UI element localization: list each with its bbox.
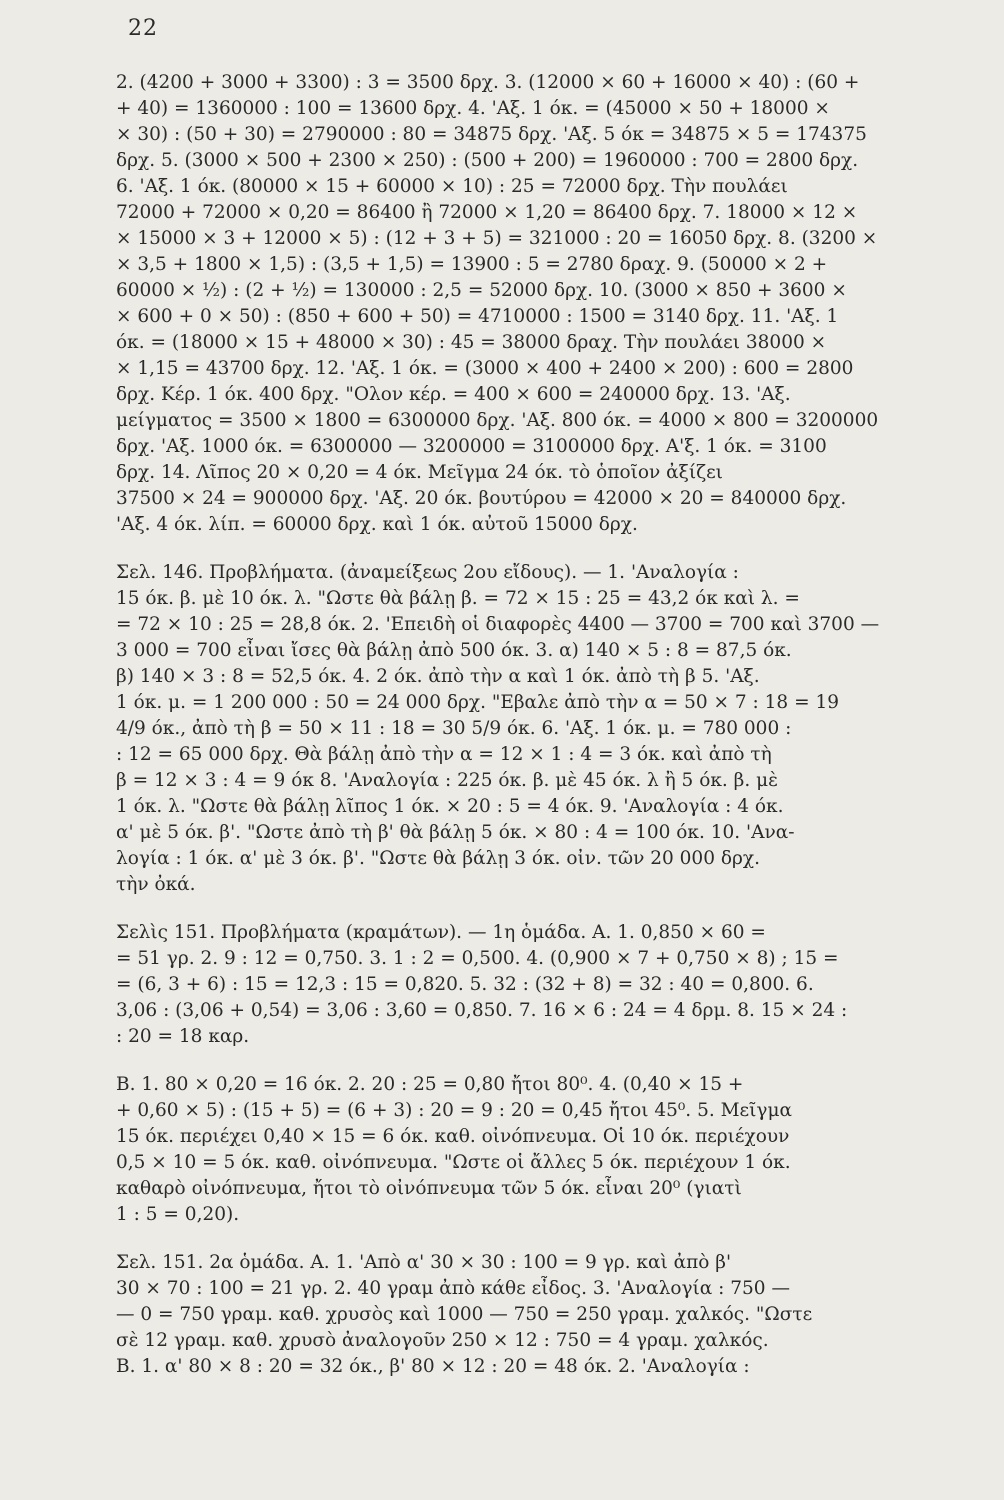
text-line: × 30) : (50 + 30) = 2790000 : 80 = 34875 δρχ. 'Αξ. 5 όκ = 34875 × 5 = 174375 (116, 124, 867, 145)
text-line: 15 όκ. περιέχει 0,40 × 15 = 6 όκ. καθ. οἰνόπνευμα. Οἱ 10 όκ. περιέχουν (116, 1126, 790, 1147)
text-line: : 20 = 18 καρ. (116, 1026, 250, 1047)
text-line: = 51 γρ. 2. 9 : 12 = 0,750. 3. 1 : 2 = 0,500. 4. (0,900 × 7 + 0,750 × 8) ; 15 = (116, 948, 839, 969)
paragraph-2 (116, 560, 916, 898)
paragraph-4 (116, 1072, 916, 1228)
page-body (116, 70, 916, 1380)
text-line: 1 : 5 = 0,20). (116, 1204, 240, 1225)
text-line: δρχ. Κέρ. 1 όκ. 400 δρχ. "Ολον κέρ. = 400 × 600 = 240000 δρχ. 13. 'Αξ. (116, 384, 791, 405)
page-number: 22 (128, 16, 158, 41)
text-line: β) 140 × 3 : 8 = 52,5 όκ. 4. 2 όκ. ἀπὸ τὴν α καὶ 1 όκ. ἀπὸ τὴ β 5. 'Αξ. (116, 666, 760, 687)
text-line: 6. 'Αξ. 1 όκ. (80000 × 15 + 60000 × 10) : 25 = 72000 δρχ. Τὴν πουλάει (116, 176, 788, 197)
text-line: 72000 + 72000 × 0,20 = 86400 ἢ 72000 × 1,20 = 86400 δρχ. 7. 18000 × 12 × (116, 202, 858, 223)
text-line: = (6, 3 + 6) : 15 = 12,3 : 15 = 0,820. 5. 32 : (32 + 8) = 32 : 40 = 0,800. 6. (116, 974, 814, 995)
text-line: × 3,5 + 1800 × 1,5) : (3,5 + 1,5) = 13900 : 5 = 2780 δραχ. 9. (50000 × 2 + (116, 254, 828, 275)
paragraph-5 (116, 1250, 916, 1380)
text-line: Σελ. 151. 2α ὁμάδα. Α. 1. 'Απὸ α' 30 × 30 : 100 = 9 γρ. καὶ ἀπὸ β' (116, 1252, 732, 1273)
text-line: 'Αξ. 4 όκ. λίπ. = 60000 δρχ. καὶ 1 όκ. αὐτοῦ 15000 δρχ. (116, 514, 638, 535)
text-line: δρχ. 5. (3000 × 500 + 2300 × 250) : (500 + 200) = 1960000 : 700 = 2800 δρχ. (116, 150, 859, 171)
text-line: × 1,15 = 43700 δρχ. 12. 'Αξ. 1 όκ. = (3000 × 400 + 2400 × 200) : 600 = 2800 (116, 358, 854, 379)
text-line: δρχ. 14. Λῖπος 20 × 0,20 = 4 όκ. Μεῖγμα 24 όκ. τὸ ὁποῖον ἀξίζει (116, 462, 723, 483)
paragraph-gap (116, 898, 916, 920)
text-line: × 15000 × 3 + 12000 × 5) : (12 + 3 + 5) = 321000 : 20 = 16050 δρχ. 8. (3200 × (116, 228, 878, 249)
text-line: : 12 = 65 000 δρχ. Θὰ βάλῃ ἀπὸ τὴν α = 12 × 1 : 4 = 3 όκ. καὶ ἀπὸ τὴ (116, 744, 772, 765)
text-line: Σελὶς 151. Προβλήματα (κραμάτων). — 1η ὁμάδα. Α. 1. 0,850 × 60 = (116, 922, 766, 943)
text-line: όκ. = (18000 × 15 + 48000 × 30) : 45 = 38000 δραχ. Τὴν πουλάει 38000 × (116, 332, 827, 353)
text-line: 3 000 = 700 εἶναι ἴσες θὰ βάλῃ ἀπὸ 500 όκ. 3. α) 140 × 5 : 8 = 87,5 όκ. (116, 640, 792, 661)
paragraph-gap (116, 538, 916, 560)
text-line: μείγματος = 3500 × 1800 = 6300000 δρχ. 'Αξ. 800 όκ. = 4000 × 800 = 3200000 (116, 410, 879, 431)
text-line: 1 όκ. μ. = 1 200 000 : 50 = 24 000 δρχ. "Εβαλε ἀπὸ τὴν α = 50 × 7 : 18 = 19 (116, 692, 839, 713)
text-line: 37500 × 24 = 900000 δρχ. 'Αξ. 20 όκ. βουτύρου = 42000 × 20 = 840000 δρχ. (116, 488, 847, 509)
text-line: λογία : 1 όκ. α' μὲ 3 όκ. β'. "Ωστε θὰ βάλῃ 3 όκ. οἰν. τῶν 20 000 δρχ. (116, 848, 760, 869)
text-line: 4/9 όκ., ἀπὸ τὴ β = 50 × 11 : 18 = 30 5/9 όκ. 6. 'Αξ. 1 όκ. μ. = 780 000 : (116, 718, 792, 739)
text-line: Β. 1. 80 × 0,20 = 16 όκ. 2. 20 : 25 = 0,80 ἤτοι 80⁰. 4. (0,40 × 15 + (116, 1074, 744, 1095)
text-line: καθαρὸ οἰνόπνευμα, ἤτοι τὸ οἰνόπνευμα τῶν 5 όκ. εἶναι 20⁰ (γιατὶ (116, 1178, 742, 1199)
text-line: 1 όκ. λ. "Ωστε θὰ βάλῃ λῖπος 1 όκ. × 20 : 5 = 4 όκ. 9. 'Αναλογία : 4 όκ. (116, 796, 784, 817)
paragraph-gap (116, 1050, 916, 1072)
text-line: + 40) = 1360000 : 100 = 13600 δρχ. 4. 'Αξ. 1 όκ. = (45000 × 50 + 18000 × (116, 98, 830, 119)
text-line: σὲ 12 γραμ. καθ. χρυσὸ ἀναλογοῦν 250 × 12 : 750 = 4 γραμ. χαλκός. (116, 1330, 769, 1351)
text-line: 3,06 : (3,06 + 0,54) = 3,06 : 3,60 = 0,850. 7. 16 × 6 : 24 = 4 δρμ. 8. 15 × 24 : (116, 1000, 848, 1021)
text-line: Β. 1. α' 80 × 8 : 20 = 32 όκ., β' 80 × 12 : 20 = 48 όκ. 2. 'Αναλογία : (116, 1356, 750, 1377)
text-line: α' μὲ 5 όκ. β'. "Ωστε ἀπὸ τὴ β' θὰ βάλῃ 5 όκ. × 80 : 4 = 100 όκ. 10. 'Ανα- (116, 822, 795, 843)
text-line: 30 × 70 : 100 = 21 γρ. 2. 40 γραμ ἀπὸ κάθε εἶδος. 3. 'Αναλογία : 750 — (116, 1278, 790, 1299)
text-line: + 0,60 × 5) : (15 + 5) = (6 + 3) : 20 = 9 : 20 = 0,45 ἤτοι 45⁰. 5. Μεῖγμα (116, 1100, 792, 1121)
paragraph-gap (116, 1228, 916, 1250)
text-line: — 0 = 750 γραμ. καθ. χρυσὸς καὶ 1000 — 750 = 250 γραμ. χαλκός. "Ωστε (116, 1304, 813, 1325)
text-line: β = 12 × 3 : 4 = 9 όκ 8. 'Αναλογία : 225 όκ. β. μὲ 45 όκ. λ ἢ 5 όκ. β. μὲ (116, 770, 779, 791)
text-line: τὴν ὀκά. (116, 874, 196, 895)
text-line: Σελ. 146. Προβλήματα. (ἀναμείξεως 2ου εἴδους). — 1. 'Αναλογία : (116, 562, 739, 583)
paragraph-1 (116, 70, 916, 538)
text-line: = 72 × 10 : 25 = 28,8 όκ. 2. 'Επειδὴ οἱ διαφορὲς 4400 — 3700 = 700 καὶ 3700 — (116, 614, 880, 635)
text-line: 15 όκ. β. μὲ 10 όκ. λ. "Ωστε θὰ βάλῃ β. = 72 × 15 : 25 = 43,2 όκ καὶ λ. = (116, 588, 800, 609)
text-line: δρχ. 'Αξ. 1000 όκ. = 6300000 — 3200000 = 3100000 δρχ. Α'ξ. 1 όκ. = 3100 (116, 436, 827, 457)
text-line: 2. (4200 + 3000 + 3300) : 3 = 3500 δρχ. 3. (12000 × 60 + 16000 × 40) : (60 + (116, 72, 860, 93)
text-line: 60000 × ½) : (2 + ½) = 130000 : 2,5 = 52000 δρχ. 10. (3000 × 850 + 3600 × (116, 280, 847, 301)
paragraph-3 (116, 920, 916, 1050)
text-line: 0,5 × 10 = 5 όκ. καθ. οἰνόπνευμα. "Ωστε οἱ ἄλλες 5 όκ. περιέχουν 1 όκ. (116, 1152, 791, 1173)
text-line: × 600 + 0 × 50) : (850 + 600 + 50) = 4710000 : 1500 = 3140 δρχ. 11. 'Αξ. 1 (116, 306, 839, 327)
